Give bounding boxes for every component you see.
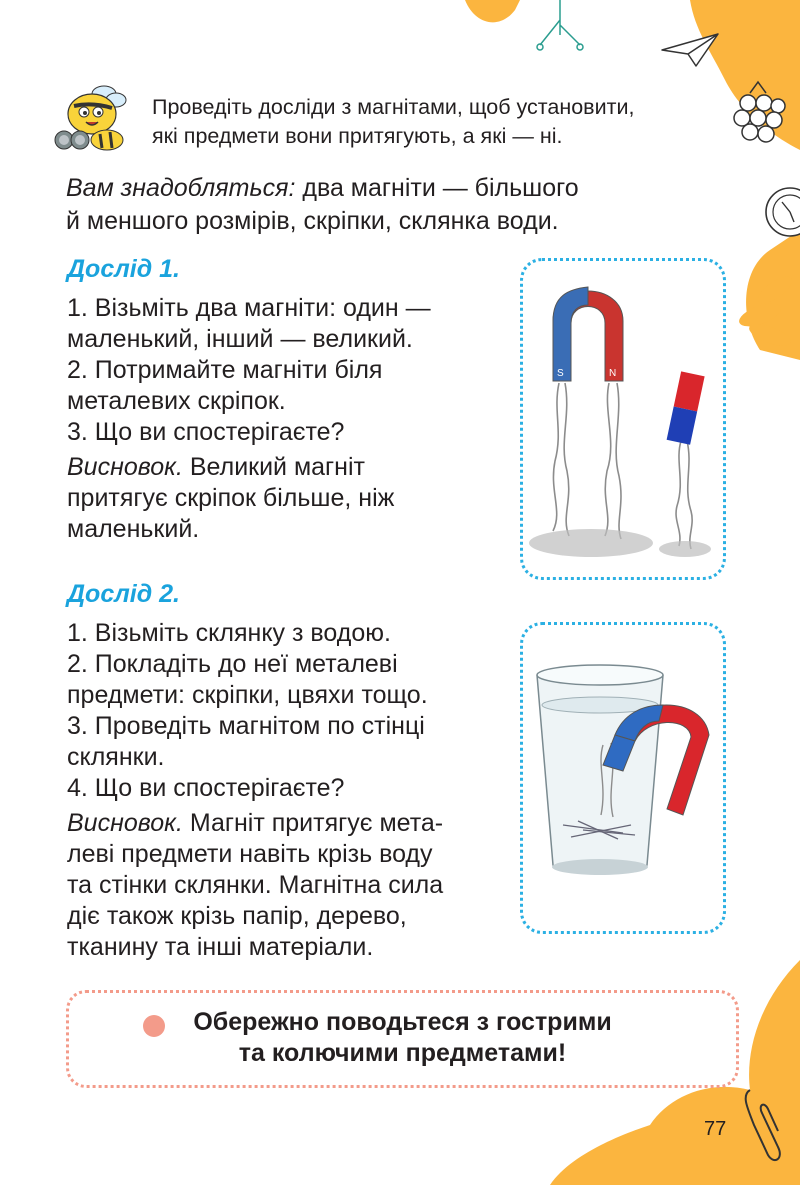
plant-sketch-icon	[520, 0, 600, 55]
materials-needed	[66, 172, 686, 238]
materials-label: Вам знадобляться:	[66, 174, 296, 202]
experiment-2-step: склянки.	[67, 743, 165, 771]
experiment-1-body	[67, 293, 517, 545]
warning-line-2: та колючими предметами!	[238, 1039, 567, 1067]
materials-line-1: два магніти — більшого	[295, 174, 579, 202]
experiment-2-title: Дослід 2.	[67, 580, 180, 608]
experiment-1-step: 2. Потримайте магніти біля	[67, 356, 383, 384]
experiment-1-photo-frame	[520, 258, 726, 580]
experiment-2-body	[67, 618, 517, 963]
warning-line-1: Обережно поводьтеся з гострими	[193, 1008, 612, 1036]
experiment-1-step: 1. Візьміть два магніти: один —	[67, 294, 431, 322]
bee-mascot-icon	[52, 82, 137, 157]
experiment-2-step: предмети: скріпки, цвяхи тощо.	[67, 681, 428, 709]
experiment-2-conclusion-line: тканину та інші матеріали.	[67, 933, 374, 961]
experiment-2-photo-frame	[520, 622, 726, 934]
intro-line-1: Проведіть досліди з магнітами, щоб установити,	[152, 95, 635, 119]
glass-with-magnet-image	[523, 625, 723, 931]
experiment-2-conclusion-line: Магніт притягує мета-	[182, 809, 444, 837]
experiment-2-step: 1. Візьміть склянку з водою.	[67, 619, 391, 647]
experiment-2-conclusion-label: Висновок.	[67, 809, 183, 837]
magnet-n-label: N	[609, 368, 617, 379]
paper-plane-icon	[660, 30, 720, 70]
experiment-2-step: 4. Що ви спостерігаєте?	[67, 774, 345, 802]
experiment-1-conclusion-line: притягує скріпок більше, ніж	[67, 484, 395, 512]
raspberry-icon	[728, 78, 790, 150]
safety-warning	[66, 990, 739, 1088]
experiment-2-conclusion-line: леві предмети навіть крізь воду	[67, 840, 433, 868]
leaf-decoration-icon	[735, 270, 800, 360]
magnets-with-paperclips-image	[523, 261, 723, 577]
experiment-1-conclusion-label: Висновок.	[67, 453, 183, 481]
experiment-1-conclusion-line: Великий магніт	[182, 453, 365, 481]
magnet-s-label: S	[557, 368, 564, 379]
experiment-2-conclusion-line: діє також крізь папір, дерево,	[67, 902, 407, 930]
paperclip-icon	[740, 1085, 785, 1165]
experiment-2-conclusion-line: та стінки склянки. Магнітна сила	[67, 871, 444, 899]
materials-line-2: й меншого розмірів, скріпки, склянка води.	[66, 207, 559, 235]
experiment-2-step: 3. Проведіть магнітом по стінці	[67, 712, 425, 740]
experiment-2-step: 2. Покладіть до неї металеві	[67, 650, 398, 678]
intro-line-2: які предмети вони притягують, а які — ні.	[152, 124, 563, 148]
experiment-1-conclusion-line: маленький.	[67, 515, 200, 543]
clock-icon	[760, 182, 800, 242]
experiment-1-step: металевих скріпок.	[67, 387, 286, 415]
experiment-1-title: Дослід 1.	[67, 255, 180, 283]
experiment-1-step: маленький, інший — великий.	[67, 325, 413, 353]
intro-text	[152, 93, 732, 151]
experiment-1-step: 3. Що ви спостерігаєте?	[67, 418, 345, 446]
page-number: 77	[704, 1118, 727, 1140]
